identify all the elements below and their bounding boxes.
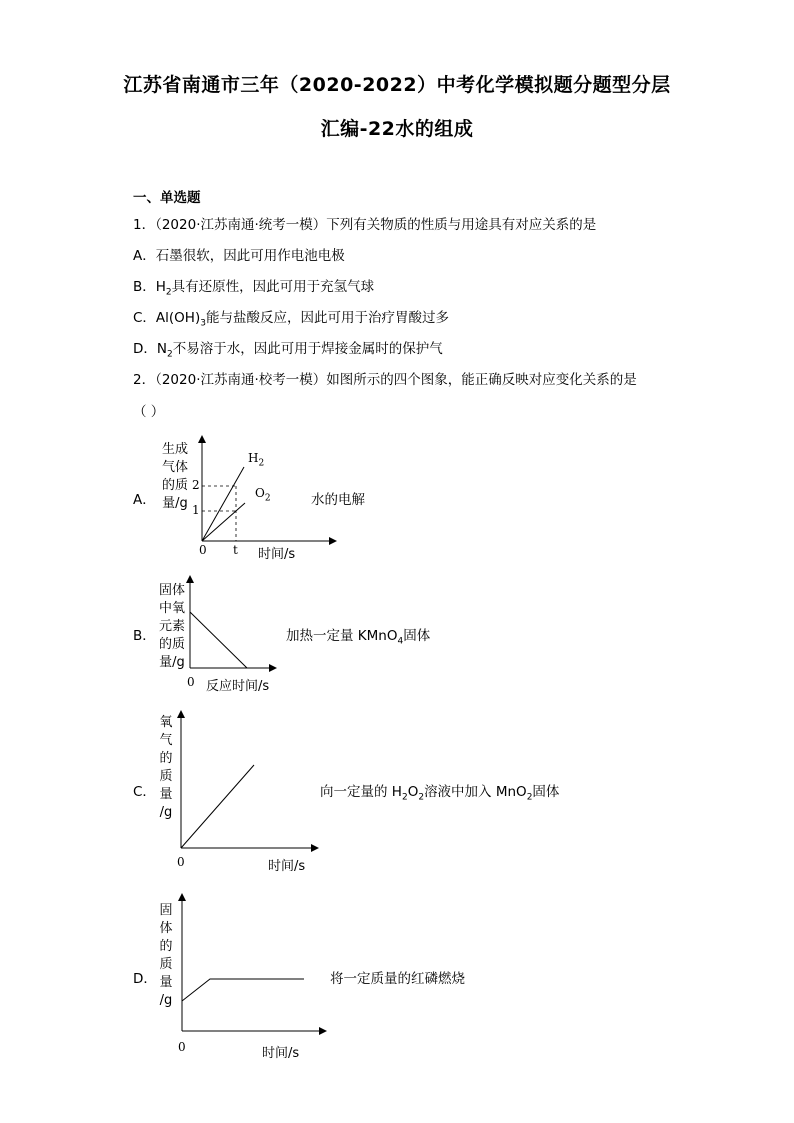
option-c-letter: C． [133, 784, 156, 800]
option-a-ytick-2: 2 [192, 478, 200, 492]
q1-option-c: C．$Al(OH)_3$能与盐酸反应，因此可用于治疗胃酸过多 [133, 310, 449, 329]
option-a-ylabel: 生成 气体 的质 量/g [161, 442, 188, 511]
title-line-1: 江苏省南通市三年（2020-2022）中考化学模拟题分题型分层 [123, 74, 671, 96]
section-heading: 一、单选题 [133, 190, 201, 206]
option-a-xtick-t: t [233, 543, 238, 557]
option-a-xlabel: 时间/s [258, 547, 296, 562]
q1-option-d: D．$N_2$不易溶于水，因此可用于焊接金属时的保护气 [133, 341, 443, 360]
option-b-xlabel: 反应时间/s [206, 679, 270, 694]
title-line-2: 汇编-22水的组成 [320, 118, 474, 140]
option-a-origin: 0 [199, 543, 207, 557]
option-d-letter: D． [133, 971, 157, 987]
graph-c-line [181, 765, 254, 848]
option-c-xlabel: 时间/s [268, 859, 306, 874]
q2-answer-paren: （ ） [133, 404, 165, 420]
graph-d-line [182, 979, 304, 1001]
q2-stem: 2．（2020·江苏南通·校考一模）如图所示的四个图象，能正确反映对应变化关系的是 [133, 372, 637, 388]
option-c-ylabel: 氧 气 的 质 量 /g [159, 715, 173, 820]
graph-b [190, 577, 275, 668]
graph-b-line [190, 612, 247, 668]
option-a-desc: 水的电解 [311, 492, 365, 508]
option-c-desc: 向一定量的 $H_2O_2$溶液中加入 MnO$_2$固体 [320, 784, 560, 803]
option-b-ylabel: 固体 中氧 元素 的质 量/g [158, 583, 185, 670]
option-d-xlabel: 时间/s [262, 1046, 300, 1061]
graph-a-o2-line [202, 503, 245, 541]
option-d-origin: 0 [178, 1040, 186, 1054]
graph-c [181, 712, 317, 848]
q1-option-b: B．$H_2$具有还原性，因此可用于充氢气球 [133, 279, 375, 298]
option-a-h2-label: $H_2$ [248, 451, 265, 469]
option-a-ytick-1: 1 [192, 503, 200, 517]
graph-a-h2-line [202, 467, 244, 541]
option-a-o2-label: $O_2$ [255, 486, 271, 504]
option-b-desc: 加热一定量 KMnO$_4$固体 [286, 628, 431, 647]
option-c-origin: 0 [177, 855, 185, 869]
option-b-origin: 0 [187, 675, 195, 689]
option-d-ylabel: 固 体 的 质 量 /g [159, 903, 173, 1008]
option-a-letter: A． [133, 492, 156, 508]
option-b-letter: B． [133, 628, 156, 644]
q1-option-a: A．石墨很软，因此可用作电池电极 [133, 248, 345, 264]
graph-d [182, 895, 325, 1031]
q1-stem: 1．（2020·江苏南通·统考一模）下列有关物质的性质与用途具有对应关系的是 [133, 217, 597, 233]
option-d-desc: 将一定质量的红磷燃烧 [330, 971, 465, 987]
